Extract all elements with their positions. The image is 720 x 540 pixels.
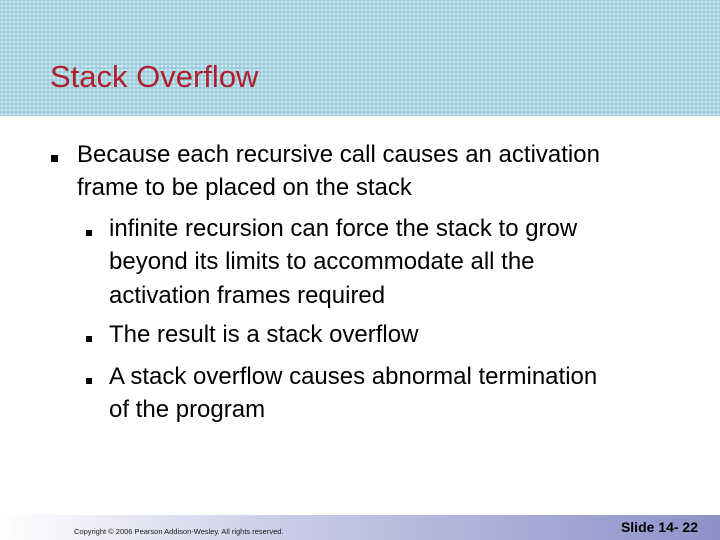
slide-number: Slide 14- 22 [620, 519, 698, 535]
sub-bullet-line: activation frames required [109, 282, 386, 309]
bullet-line: Because each recursive call causes an activation [77, 141, 600, 168]
bullet-line: frame to be placed on the stack [77, 174, 412, 201]
sub-bullet-line: A stack overflow causes abnormal termination [109, 363, 598, 390]
sub-bullet-line: The result is a stack overflow [109, 321, 419, 348]
sub-bullet-line: beyond its limits to accommodate all the [109, 248, 535, 275]
sub-bullet-square-icon [86, 378, 92, 384]
sub-bullet-line: of the program [109, 396, 266, 423]
sub-bullet-line: infinite recursion can force the stack to grow [109, 215, 578, 242]
sub-bullet-square-icon [86, 230, 92, 236]
slide-title: Stack Overflow [50, 59, 259, 94]
copyright-notice: Copyright © 2006 Pearson Addison-Wesley. All rights reserved. [74, 527, 284, 536]
sub-bullet-square-icon [86, 336, 92, 342]
bullet-square-icon [51, 155, 58, 162]
